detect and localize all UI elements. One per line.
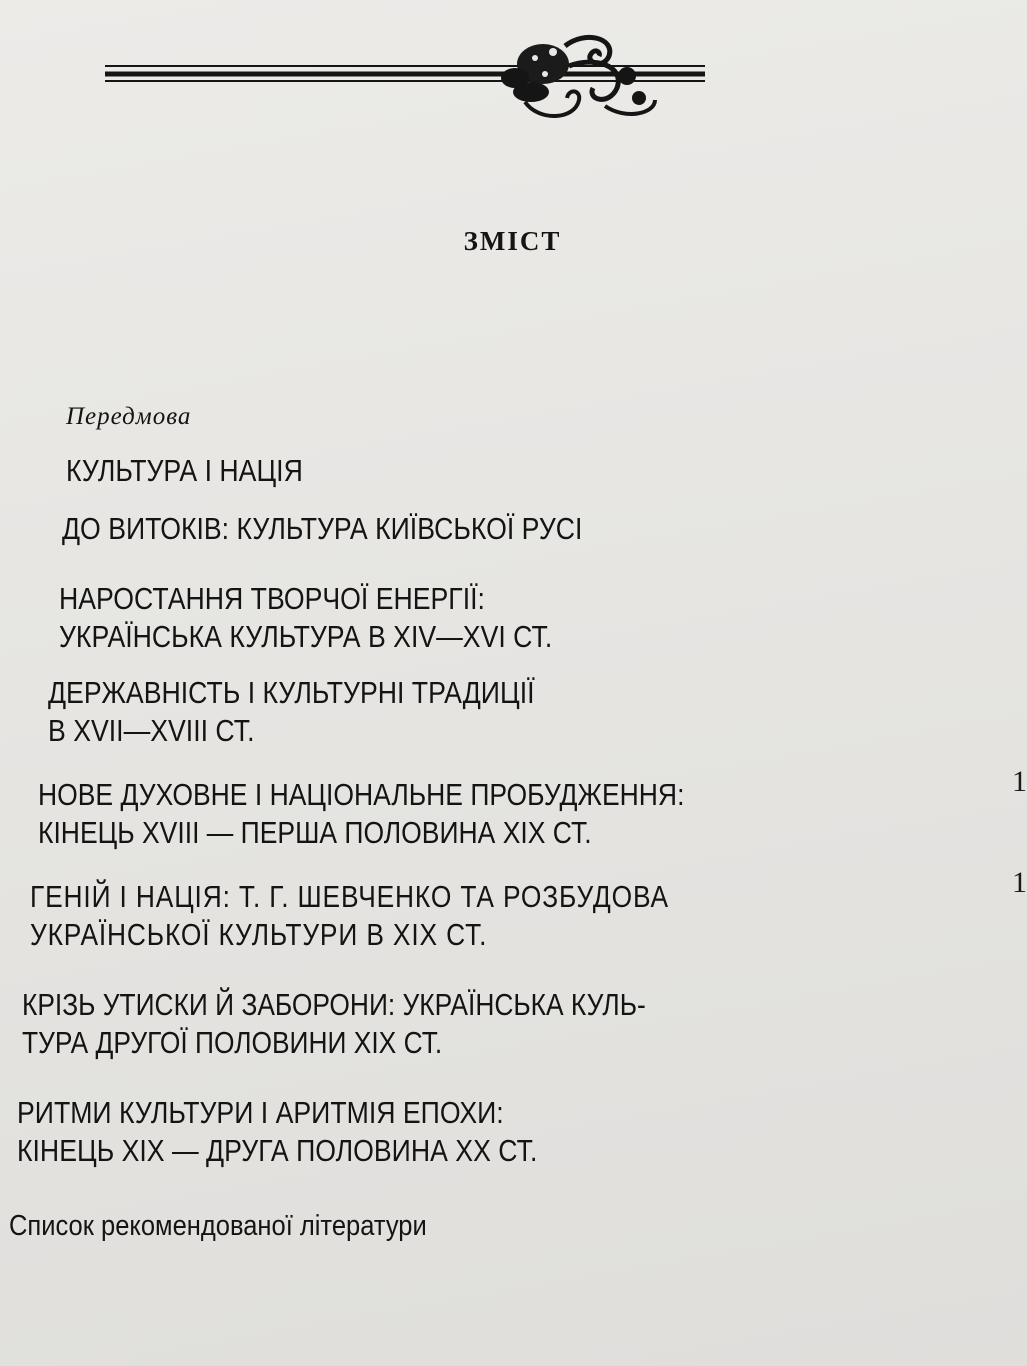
toc-entry bbox=[62, 510, 582, 548]
toc-entry-line: КУЛЬТУРА І НАЦІЯ bbox=[66, 453, 303, 488]
toc-entry-line: РИТМИ КУЛЬТУРИ І АРИТМІЯ ЕПОХИ: bbox=[17, 1095, 504, 1130]
page-number-cut: 1 bbox=[1012, 866, 1027, 899]
floral-ornament-icon bbox=[105, 28, 705, 118]
toc-entry-line: КІНЕЦЬ XVIII — ПЕРША ПОЛОВИНА XIX СТ. bbox=[38, 815, 592, 850]
toc-preface: Передмова bbox=[66, 403, 192, 430]
toc-entry bbox=[30, 878, 669, 954]
toc-entry bbox=[17, 1094, 537, 1170]
page-number-cut: 1 bbox=[1012, 765, 1027, 798]
toc-entry bbox=[66, 452, 303, 490]
toc-entry-line: КІНЕЦЬ XIX — ДРУГА ПОЛОВИНА XX СТ. bbox=[17, 1133, 538, 1168]
toc-entry-line: ДЕРЖАВНІСТЬ І КУЛЬТУРНІ ТРАДИЦІЇ bbox=[48, 675, 535, 710]
toc-entry-line: ТУРА ДРУГОЇ ПОЛОВИНИ XIX СТ. bbox=[22, 1025, 443, 1060]
toc-entry-line: НАРОСТАННЯ ТВОРЧОЇ ЕНЕРГІЇ: bbox=[59, 581, 485, 616]
toc-entry-line: КРІЗЬ УТИСКИ Й ЗАБОРОНИ: УКРАЇНСЬКА КУЛЬ- bbox=[22, 987, 646, 1022]
toc-entry-line: ГЕНІЙ І НАЦІЯ: Т. Г. ШЕВЧЕНКО ТА РОЗБУДОВА bbox=[30, 879, 669, 914]
toc-entry-line: УКРАЇНСЬКА КУЛЬТУРА В XIV—XVI СТ. bbox=[59, 619, 553, 654]
toc-bibliography: Список рекомендованої літератури bbox=[9, 1210, 427, 1242]
toc-entry bbox=[48, 674, 535, 750]
toc-entry bbox=[59, 580, 552, 656]
toc-entry-line: НОВЕ ДУХОВНЕ І НАЦІОНАЛЬНЕ ПРОБУДЖЕННЯ: bbox=[38, 777, 685, 812]
toc-entry-line: УКРАЇНСЬКОЇ КУЛЬТУРИ В XIX СТ. bbox=[30, 917, 488, 952]
toc-entry bbox=[38, 776, 684, 852]
toc-entry-line: ДО ВИТОКІВ: КУЛЬТУРА КИЇВСЬКОЇ РУСІ bbox=[62, 511, 583, 546]
page-title: ЗМІСТ bbox=[463, 226, 562, 256]
toc-entry bbox=[22, 986, 646, 1062]
toc-entry-line: В XVII—XVIII СТ. bbox=[48, 713, 255, 748]
